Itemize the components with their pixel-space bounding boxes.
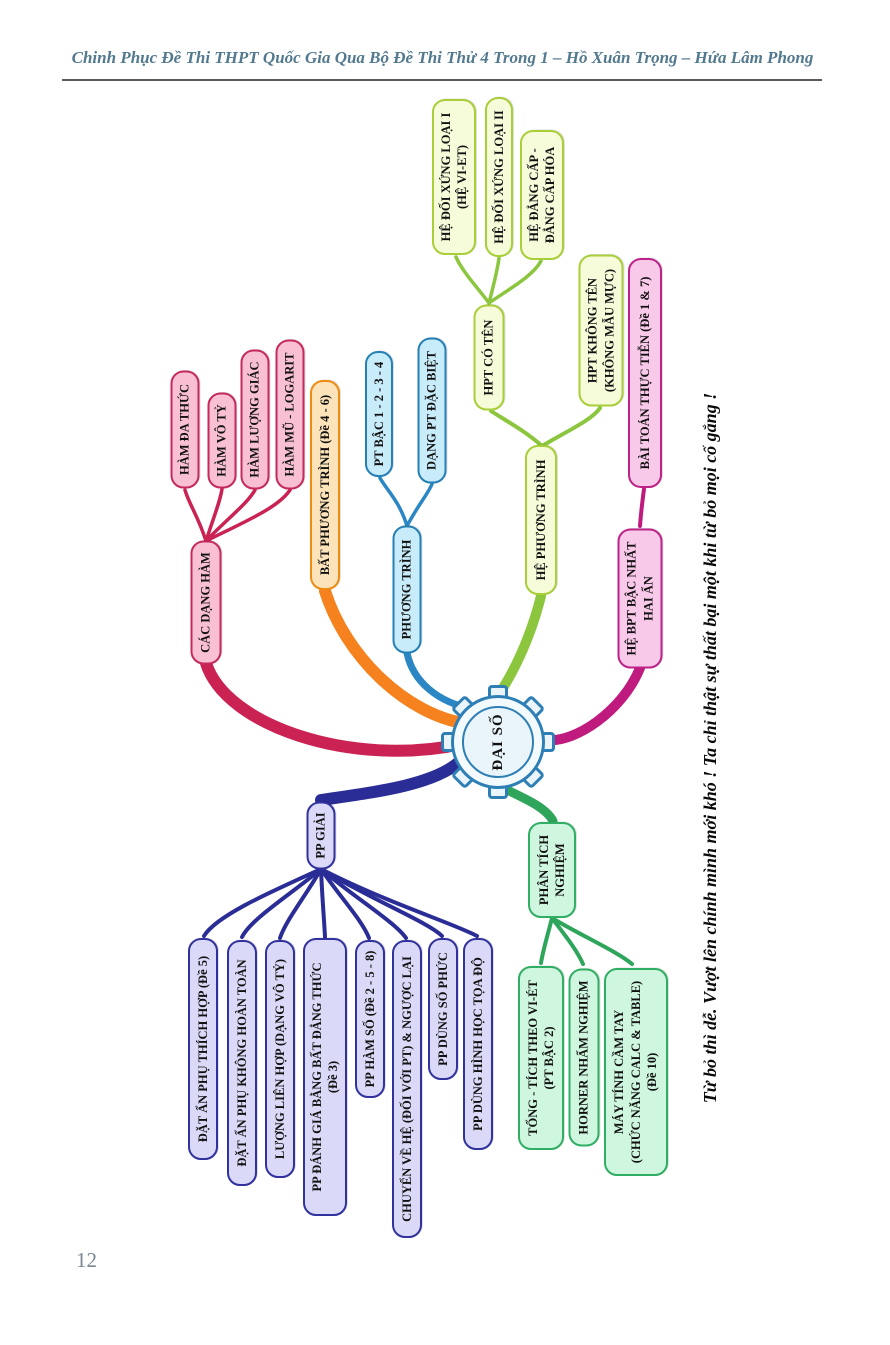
node-cac-dang-ham xyxy=(191,540,222,664)
node-label-line: HÀM LƯỢNG GIÁC xyxy=(247,360,262,478)
node-label-line: (PT BẬC 2) xyxy=(542,1026,556,1090)
node-label-line: CHUYỂN VỀ HỆ (ĐỐI VỚI PT) & NGƯỢC LẠI xyxy=(399,956,414,1222)
node-label-line: HORNER NHẨM NGHIỆM xyxy=(576,979,591,1135)
branch-curve-blue xyxy=(407,484,432,526)
node-pp-giai xyxy=(307,801,336,869)
node-label-line: (Đề 3) xyxy=(326,1060,340,1094)
node-label-line: DẠNG PT ĐẶC BIỆT xyxy=(424,350,439,470)
node-label-line: PP ĐÁNH GIÁ BẰNG BẤT ĐẲNG THỨC xyxy=(309,962,324,1192)
node-hpt-co-ten xyxy=(474,304,505,410)
node-label-line: HỆ ĐẲNG CẤP - xyxy=(526,148,541,242)
branch-curve-navy xyxy=(321,762,459,800)
node-phan-tich-nghiem xyxy=(528,822,576,918)
node-label-line: HỆ ĐỐI XỨNG LOẠI I xyxy=(438,112,453,242)
node-phuong-trinh xyxy=(393,525,422,653)
node-he-doi-xung-loai-1 xyxy=(432,99,476,255)
node-label-line: PP GIẢI xyxy=(313,811,328,859)
branch-curve-crimson xyxy=(185,490,206,541)
node-he-dang-cap xyxy=(520,130,564,260)
branch-curve-blue xyxy=(380,478,407,526)
node-ham-luong-giac xyxy=(241,349,270,489)
node-dat-an-phu-khong xyxy=(227,940,257,1186)
node-label-line: (KHÔNG MẪU MỰC) xyxy=(602,268,616,392)
branch-curve-magenta xyxy=(549,668,640,740)
node-label-line: PHÂN TÍCH xyxy=(536,834,551,906)
node-label-line: PP DÙNG HÌNH HỌC TỌA ĐỘ xyxy=(470,957,485,1131)
node-label-line: (HỆ VI-ET) xyxy=(455,145,469,210)
central-topic-label: ĐẠI SỐ xyxy=(489,713,506,771)
node-pp-dung-hinh-hoc xyxy=(463,938,493,1150)
motivational-quote: Từ bỏ thì dễ. Vượt lên chính mình mới khó ! Ta chỉ thật sự thất bại một khi từ bỏ mọi cố gắng ! xyxy=(700,392,720,1104)
node-label-line: PP HÀM SỐ (Đề 2 - 5 - 8) xyxy=(362,950,377,1088)
node-pt-bac-1-2-3-4 xyxy=(365,351,393,477)
page-number: 12 xyxy=(76,1248,97,1272)
node-dang-pt-dac-biet xyxy=(418,337,447,483)
branch-curve-green xyxy=(541,918,552,963)
branch-curve-navy xyxy=(204,869,321,936)
node-label-line: (Đề 10) xyxy=(645,1052,660,1092)
node-ham-mu-logarit xyxy=(276,339,305,489)
node-he-phuong-trinh xyxy=(525,445,557,595)
node-label-line: HỆ PHƯƠNG TRÌNH xyxy=(533,459,548,581)
node-label-line: ĐẶT ẨN PHỤ KHÔNG HOÀN TOÀN xyxy=(234,959,249,1167)
node-label-line: PT BẬC 1 - 2 - 3 - 4 xyxy=(371,361,386,467)
branch-curve-navy xyxy=(321,869,325,937)
node-label-line: HAI ẨN xyxy=(641,575,655,621)
node-label-line: PP DÙNG SỐ PHỨC xyxy=(435,952,450,1066)
node-label-line: CÁC DẠNG HÀM xyxy=(198,551,213,653)
node-label-line: BẤT PHƯƠNG TRÌNH (Đề 4 - 6) xyxy=(317,394,332,576)
node-ham-da-thuc xyxy=(171,370,200,488)
node-pp-ham-so xyxy=(355,940,385,1098)
node-label-line: HÀM VÔ TỶ xyxy=(214,403,229,477)
page-header-title: Chinh Phục Đề Thi THPT Quốc Gia Qua Bộ Đề Thi Thử 4 Trong 1 – Hồ Xuân Trọng – Hứa Lâm Phong xyxy=(71,48,814,67)
node-he-doi-xung-loai-2 xyxy=(485,97,513,257)
node-label-line: BÀI TOÁN THỰC TIỄN (Đề 1 & 7) xyxy=(637,276,652,470)
branch-curve-magenta xyxy=(640,489,644,526)
branch-curve-ygreen xyxy=(456,257,489,303)
branch-curve-ygreen xyxy=(542,408,600,446)
node-luong-lien-hop xyxy=(265,940,295,1178)
branch-curve-ygreen xyxy=(499,596,541,694)
node-bai-toan-thuc-tien xyxy=(628,258,662,488)
node-bat-phuong-trinh xyxy=(310,380,340,590)
node-pp-dung-so-phuc xyxy=(428,938,458,1080)
node-label-line: LƯỢNG LIÊN HỢP (DẠNG VÔ TỶ) xyxy=(272,958,287,1160)
branch-curve-ygreen xyxy=(491,411,542,446)
node-he-bpt-bac-nhat xyxy=(618,528,663,668)
node-dat-an-phu-thich-hop xyxy=(188,938,218,1160)
node-ham-vo-ty xyxy=(208,392,237,488)
node-label-line: HỆ ĐỐI XỨNG LOẠI II xyxy=(491,110,506,244)
node-may-tinh-cam-tay xyxy=(604,968,668,1176)
branch-curve-green xyxy=(505,789,553,821)
node-label-line: NGHIỆM xyxy=(553,843,567,897)
node-label-line: HÀM MŨ - LOGARIT xyxy=(282,352,297,476)
node-pp-danh-gia xyxy=(303,938,347,1216)
node-chuyen-ve-he xyxy=(392,940,422,1238)
node-label-line: PHƯƠNG TRÌNH xyxy=(399,539,414,639)
node-label-line: TỔNG - TÍCH THEO VI-ÉT xyxy=(525,980,540,1136)
node-label-line: HPT CÓ TÊN xyxy=(481,319,496,395)
node-label-line: (CHỨC NĂNG CALC & TABLE) xyxy=(628,980,643,1164)
node-horner xyxy=(569,968,600,1146)
node-label-line: HPT KHÔNG TÊN xyxy=(585,277,600,383)
branch-curve-navy xyxy=(242,869,321,937)
node-label-line: ĐẲNG CẤP HÓA xyxy=(543,146,557,244)
node-label-line: HỆ BPT BẬC NHẤT xyxy=(624,540,639,656)
node-label-line: HÀM ĐA THỨC xyxy=(177,383,192,475)
branch-curve-green xyxy=(552,918,632,964)
node-hpt-khong-ten xyxy=(579,254,624,406)
node-label-line: ĐẶT ẨN PHỤ THÍCH HỢP (Đề 5) xyxy=(195,955,210,1143)
node-label-line: MÁY TÍNH CẦM TAY xyxy=(612,1009,627,1135)
node-tong-tich-viet xyxy=(518,966,564,1150)
